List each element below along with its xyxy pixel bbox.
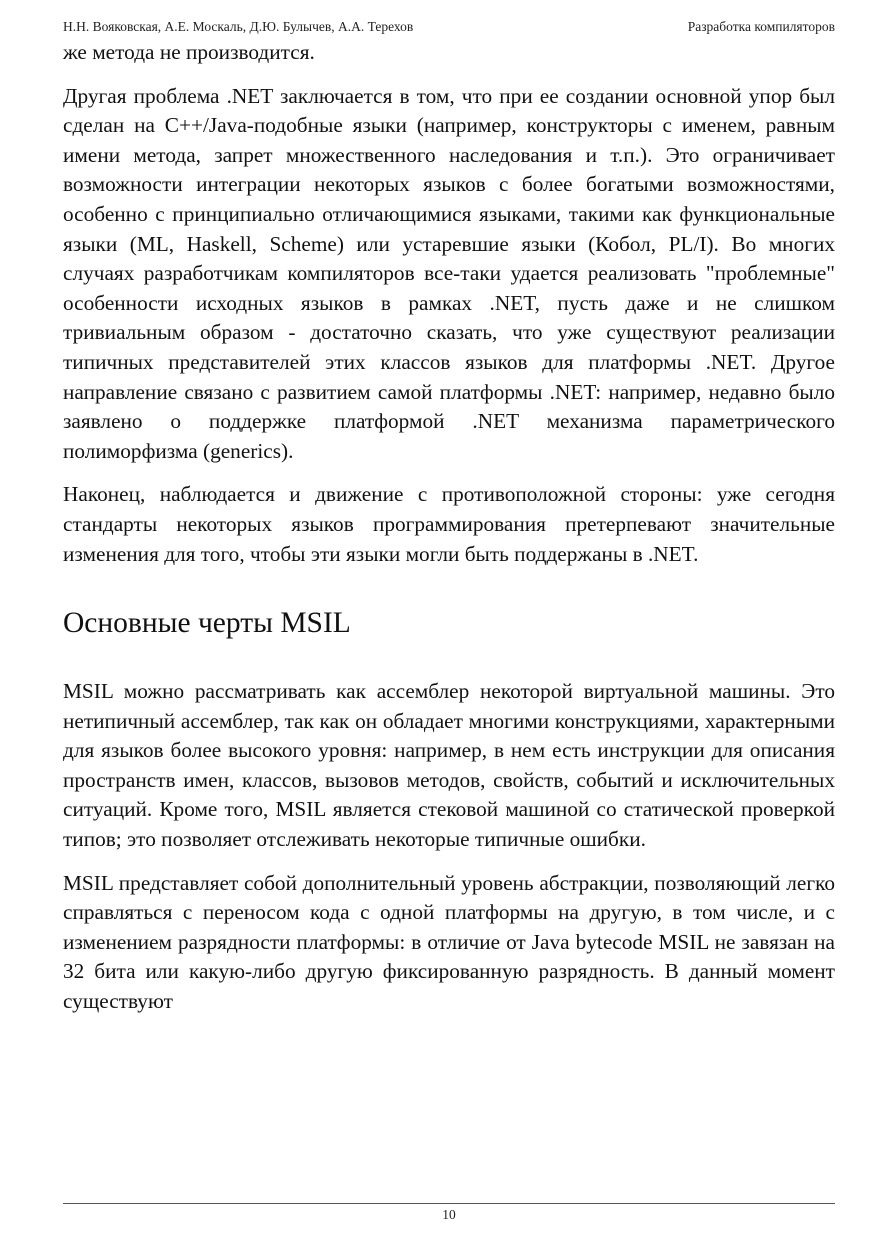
paragraph-language-standards: Наконец, наблюдается и движение с противоположной стороны: уже сегодня стандарты некоторых языков программирования претерпевают значительные изменения для того, чтобы эти языки могли быть поддержаны в .NET. [63, 482, 835, 566]
header-authors: Н.Н. Вояковская, А.Е. Москаль, Д.Ю. Булычев, А.А. Терехов [63, 19, 414, 34]
page-number: 10 [442, 1207, 456, 1222]
section-heading-msil: Основные черты MSIL [63, 607, 351, 640]
paragraph-msil-assembler: MSIL можно рассматривать как ассемблер некоторой виртуальной машины. Это нетипичный ассемблер, так как он обладает многими конструкциями, характерными для языков более высокого уровня: например, в нем есть инструкции для описания пространств имен, классов, вызовов методов, свойств, событий и исключительных ситуаций. Кроме того, MSIL является стековой машиной со статической проверкой типов; это позволяет отслеживать некоторые типичные ошибки. [63, 679, 835, 852]
paragraph-net-limitations: Другая проблема .NET заключается в том, что при ее создании основной упор был сделан на C++/Java-подобные языки (например, конструкторы с именем, равным имени метода, запрет множественного наследования и т.п.). Это ограничивает возможности интеграции некоторых языков с более богатыми возможностями, особенно с принципиально отличающимися языками, такими как функциональные языки (ML, Haskell, Scheme) или устаревшие языки (Кобол, PL/I). Во многих случаях разработчикам компиляторов все-таки удается реализовать "проблемные" особенности исходных языков в рамках .NET, пусть даже и не слишком тривиальным образом - достаточно сказать, что уже существуют реализации типичных представителей этих классов языков для платформы .NET. Другое направление связано с развитием самой платформы .NET: например, недавно было заявлено о поддержке платформой .NET механизма параметрического полиморфизма (generics). [63, 83, 835, 463]
paragraph-msil-abstraction: MSIL представляет собой дополнительный уровень абстракции, позволяющий легко справляться с переносом кода с одной платформы на другую, в том числе, и с изменением разрядности платформы: в отличие от Java bytecode MSIL не завязан на 32 бита или какую-либо другую фиксированную разрядность. В данный момент существуют [63, 870, 835, 1014]
continued-paragraph-end: же метода не производится. [63, 40, 315, 64]
running-head [63, 17, 835, 37]
header-book-title: Разработка компиляторов [687, 19, 835, 34]
page-body [63, 38, 835, 1017]
footer-divider [63, 1203, 835, 1204]
